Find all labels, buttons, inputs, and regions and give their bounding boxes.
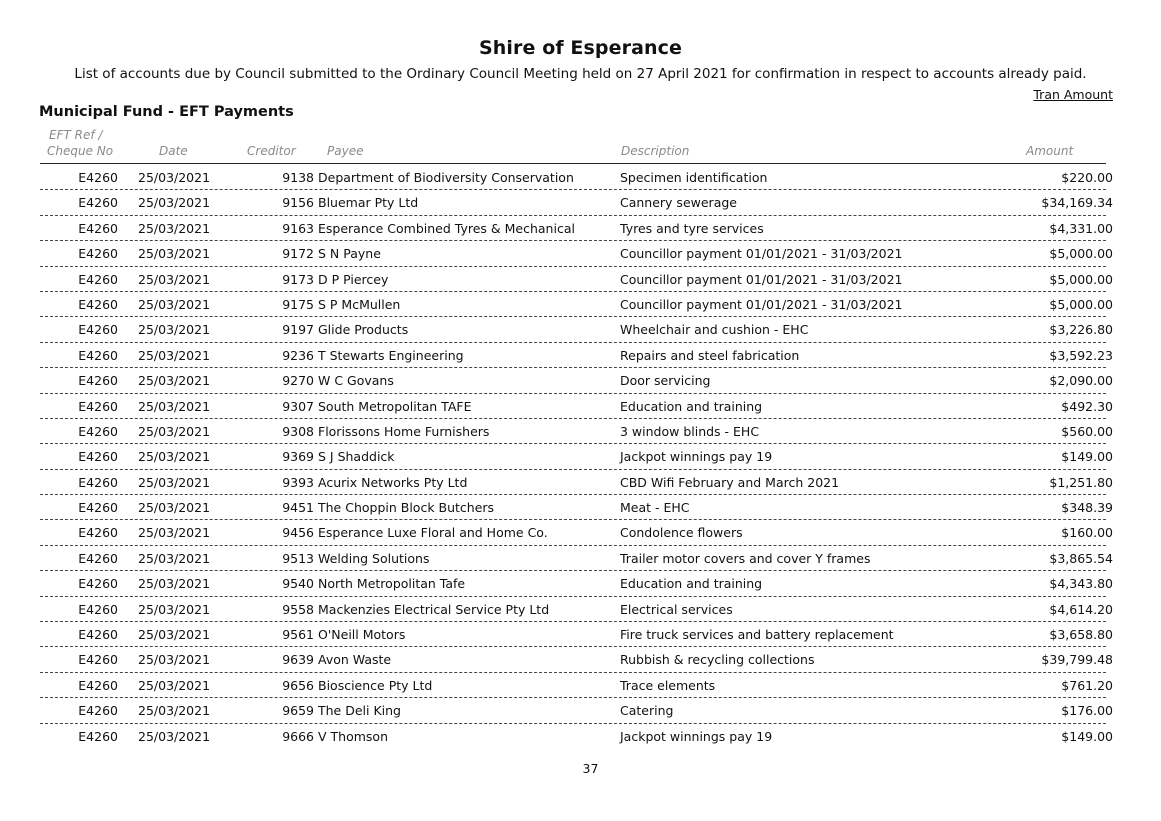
ref-cell: E4260 [78, 398, 118, 414]
header-divider [40, 163, 1106, 164]
description-cell: 3 window blinds - EHC [620, 423, 760, 439]
date-cell: 25/03/2021 [138, 728, 211, 744]
ref-cell: E4260 [78, 728, 118, 744]
creditor-cell: 9307 [282, 398, 314, 414]
date-cell: 25/03/2021 [138, 195, 211, 211]
table-row [40, 647, 1113, 672]
creditor-cell: 9236 [282, 347, 314, 363]
payee-cell: S J Shaddick [318, 449, 395, 465]
amount-cell: $3,865.54 [1049, 550, 1113, 566]
amount-cell: $348.39 [1061, 500, 1113, 516]
table-row [40, 571, 1113, 596]
date-cell: 25/03/2021 [138, 474, 211, 490]
table-row [40, 165, 1113, 190]
creditor-cell: 9513 [282, 550, 314, 566]
creditor-cell: 9393 [282, 474, 314, 490]
description-cell: Fire truck services and battery replacement [620, 627, 894, 643]
amount-cell: $3,592.23 [1049, 347, 1113, 363]
description-cell: CBD Wifi February and March 2021 [620, 474, 840, 490]
creditor-cell: 9163 [282, 220, 314, 236]
table-row [40, 622, 1113, 647]
date-cell: 25/03/2021 [138, 652, 211, 668]
payee-cell: O'Neill Motors [318, 627, 406, 643]
description-cell: Councillor payment 01/01/2021 - 31/03/2021 [620, 246, 903, 262]
date-cell: 25/03/2021 [138, 423, 211, 439]
ref-cell: E4260 [78, 500, 118, 516]
amount-cell: $149.00 [1061, 728, 1113, 744]
date-cell: 25/03/2021 [138, 296, 211, 312]
ref-cell: E4260 [78, 195, 118, 211]
payee-cell: T Stewarts Engineering [318, 347, 464, 363]
date-cell: 25/03/2021 [138, 220, 211, 236]
payee-cell: South Metropolitan TAFE [318, 398, 472, 414]
description-cell: Councillor payment 01/01/2021 - 31/03/2021 [620, 296, 903, 312]
table-row [40, 520, 1113, 545]
amount-cell: $3,658.80 [1049, 627, 1113, 643]
payee-cell: Bioscience Pty Ltd [318, 677, 433, 693]
description-cell: Wheelchair and cushion - EHC [620, 322, 809, 338]
payee-cell: D P Piercey [318, 271, 389, 287]
creditor-cell: 9197 [282, 322, 314, 338]
payee-cell: Florissons Home Furnishers [318, 423, 490, 439]
ref-cell: E4260 [78, 550, 118, 566]
amount-cell: $4,614.20 [1049, 601, 1113, 617]
ref-cell: E4260 [78, 525, 118, 541]
description-cell: Electrical services [620, 601, 733, 617]
table-row [40, 444, 1113, 469]
tran-amount-link[interactable]: Tran Amount [1033, 87, 1113, 102]
amount-cell: $34,169.34 [1041, 195, 1113, 211]
description-cell: Education and training [620, 398, 763, 414]
ref-cell: E4260 [78, 296, 118, 312]
creditor-cell: 9656 [282, 677, 314, 693]
table-row [40, 419, 1113, 444]
ref-cell: E4260 [78, 423, 118, 439]
creditor-cell: 9369 [282, 449, 314, 465]
ref-cell: E4260 [78, 601, 118, 617]
ref-cell: E4260 [78, 347, 118, 363]
description-cell: Cannery sewerage [620, 195, 737, 211]
amount-cell: $2,090.00 [1049, 373, 1113, 389]
date-cell: 25/03/2021 [138, 677, 211, 693]
col-header-ref-line2: Cheque No [47, 144, 114, 158]
creditor-cell: 9540 [282, 576, 314, 592]
payee-cell: Glide Products [318, 322, 409, 338]
payee-cell: V Thomson [318, 728, 388, 744]
description-cell: Repairs and steel fabrication [620, 347, 800, 363]
description-cell: Jackpot winnings pay 19 [620, 449, 773, 465]
table-row [40, 394, 1113, 419]
creditor-cell: 9173 [282, 271, 314, 287]
table-row [40, 343, 1113, 368]
description-cell: Trailer motor covers and cover Y frames [620, 550, 871, 566]
table-row [40, 673, 1113, 698]
ref-cell: E4260 [78, 703, 118, 719]
date-cell: 25/03/2021 [138, 550, 211, 566]
table-row [40, 546, 1113, 571]
payee-cell: North Metropolitan Tafe [318, 576, 466, 592]
creditor-cell: 9156 [282, 195, 314, 211]
creditor-cell: 9639 [282, 652, 314, 668]
payee-cell: Welding Solutions [318, 550, 430, 566]
table-row [40, 597, 1113, 622]
amount-cell: $4,331.00 [1049, 220, 1113, 236]
description-cell: Catering [620, 703, 674, 719]
payee-cell: S N Payne [318, 246, 381, 262]
creditor-cell: 9666 [282, 728, 314, 744]
date-cell: 25/03/2021 [138, 500, 211, 516]
amount-cell: $5,000.00 [1049, 296, 1113, 312]
col-header-description: Description [621, 144, 690, 158]
creditor-cell: 9175 [282, 296, 314, 312]
ref-cell: E4260 [78, 271, 118, 287]
date-cell: 25/03/2021 [138, 347, 211, 363]
section-title: Municipal Fund - EFT Payments [39, 104, 294, 120]
amount-cell: $560.00 [1061, 423, 1113, 439]
payee-cell: Acurix Networks Pty Ltd [318, 474, 468, 490]
table-row [40, 267, 1113, 292]
page-title: Shire of Esperance [479, 37, 682, 59]
table-row [40, 470, 1113, 495]
page-number: 37 [582, 761, 599, 776]
payee-cell: W C Govans [318, 373, 394, 389]
description-cell: Rubbish & recycling collections [620, 652, 815, 668]
amount-cell: $3,226.80 [1049, 322, 1113, 338]
payee-cell: The Deli King [318, 703, 401, 719]
date-cell: 25/03/2021 [138, 322, 211, 338]
amount-cell: $220.00 [1061, 170, 1113, 185]
payee-cell: Mackenzies Electrical Service Pty Ltd [318, 601, 550, 617]
ref-cell: E4260 [78, 677, 118, 693]
amount-cell: $761.20 [1061, 677, 1113, 693]
creditor-cell: 9451 [282, 500, 314, 516]
creditor-cell: 9561 [282, 627, 314, 643]
amount-cell: $39,799.48 [1041, 652, 1113, 668]
ref-cell: E4260 [78, 576, 118, 592]
payee-cell: Esperance Combined Tyres & Mechanical [318, 220, 575, 236]
amount-cell: $492.30 [1061, 398, 1113, 414]
creditor-cell: 9270 [282, 373, 314, 389]
payee-cell: The Choppin Block Butchers [318, 500, 495, 516]
date-cell: 25/03/2021 [138, 703, 211, 719]
date-cell: 25/03/2021 [138, 271, 211, 287]
amount-cell: $5,000.00 [1049, 271, 1113, 287]
creditor-cell: 9172 [282, 246, 314, 262]
table-row [40, 292, 1113, 317]
table-row [40, 368, 1113, 393]
ref-cell: E4260 [78, 449, 118, 465]
ref-cell: E4260 [78, 246, 118, 262]
description-cell: Trace elements [620, 677, 716, 693]
creditor-cell: 9456 [282, 525, 314, 541]
payee-cell: S P McMullen [318, 296, 401, 312]
amount-cell: $4,343.80 [1049, 576, 1113, 592]
payments-table [40, 165, 1113, 748]
col-header-amount: Amount [1026, 144, 1074, 158]
date-cell: 25/03/2021 [138, 373, 211, 389]
creditor-cell: 9558 [282, 601, 314, 617]
page-subtitle: List of accounts due by Council submitted to the Ordinary Council Meeting held on 27 April 2021 for confirmation in respect to accounts already paid. [74, 66, 1087, 82]
creditor-cell: 9138 [282, 170, 314, 185]
date-cell: 25/03/2021 [138, 398, 211, 414]
payee-cell: Esperance Luxe Floral and Home Co. [318, 525, 548, 541]
payee-cell: Department of Biodiversity Conservation [318, 170, 574, 185]
table-row [40, 317, 1113, 342]
table-row [40, 216, 1113, 241]
date-cell: 25/03/2021 [138, 627, 211, 643]
date-cell: 25/03/2021 [138, 525, 211, 541]
ref-cell: E4260 [78, 652, 118, 668]
description-cell: Specimen identification [620, 170, 768, 185]
amount-cell: $160.00 [1061, 525, 1113, 541]
date-cell: 25/03/2021 [138, 170, 211, 185]
description-cell: Condolence flowers [620, 525, 743, 541]
ref-cell: E4260 [78, 322, 118, 338]
table-row [40, 190, 1113, 215]
table-row [40, 495, 1113, 520]
payee-cell: Avon Waste [318, 652, 392, 668]
ref-cell: E4260 [78, 373, 118, 389]
creditor-cell: 9659 [282, 703, 314, 719]
description-cell: Councillor payment 01/01/2021 - 31/03/2021 [620, 271, 903, 287]
ref-cell: E4260 [78, 627, 118, 643]
col-header-payee: Payee [327, 144, 364, 158]
description-cell: Door servicing [620, 373, 711, 389]
description-cell: Jackpot winnings pay 19 [620, 728, 773, 744]
date-cell: 25/03/2021 [138, 576, 211, 592]
col-header-ref-line1: EFT Ref / [49, 128, 103, 142]
col-header-creditor: Creditor [247, 144, 296, 158]
table-row [40, 698, 1113, 723]
amount-cell: $149.00 [1061, 449, 1113, 465]
amount-cell: $176.00 [1061, 703, 1113, 719]
ref-cell: E4260 [78, 220, 118, 236]
amount-cell: $5,000.00 [1049, 246, 1113, 262]
date-cell: 25/03/2021 [138, 246, 211, 262]
table-row [40, 724, 1113, 748]
description-cell: Education and training [620, 576, 763, 592]
amount-cell: $1,251.80 [1049, 474, 1113, 490]
description-cell: Tyres and tyre services [620, 220, 764, 236]
date-cell: 25/03/2021 [138, 601, 211, 617]
payee-cell: Bluemar Pty Ltd [318, 195, 419, 211]
description-cell: Meat - EHC [620, 500, 690, 516]
col-header-date: Date [159, 144, 188, 158]
creditor-cell: 9308 [282, 423, 314, 439]
ref-cell: E4260 [78, 170, 118, 185]
table-row [40, 241, 1113, 266]
date-cell: 25/03/2021 [138, 449, 211, 465]
ref-cell: E4260 [78, 474, 118, 490]
